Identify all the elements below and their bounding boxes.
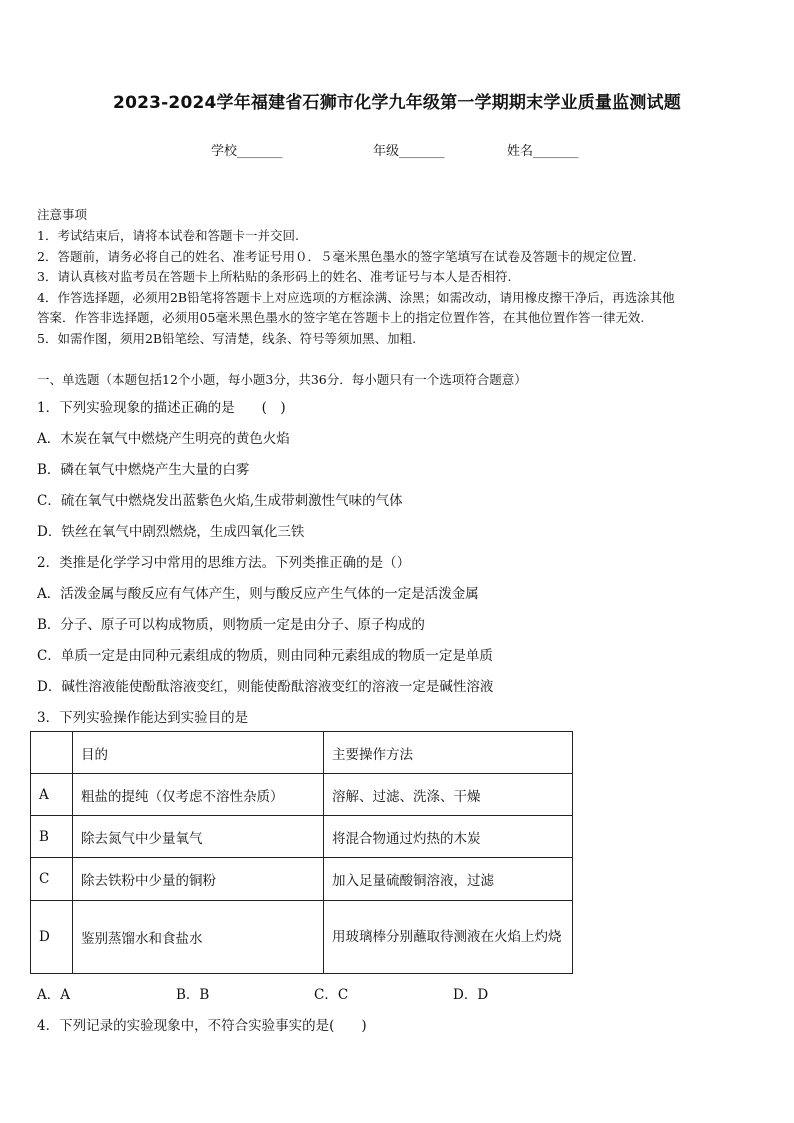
question-1-option-c: C．硫在氧气中燃烧发出蓝紫色火焰,生成带刺激性气味的气体	[37, 493, 403, 509]
note-line: 1．考试结束后，请将本试卷和答题卡一并交回.	[37, 228, 299, 243]
school-field: 学校_______	[211, 144, 283, 159]
grade-field: 年级_______	[373, 144, 445, 159]
table-cell: 除去铁粉中少量的铜粉	[73, 858, 324, 901]
question-3-answer-a: A．A	[37, 987, 70, 1003]
page-title: 2023-2024学年福建省石狮市化学九年级第一学期期末学业质量监测试题	[113, 93, 681, 113]
question-3-answer-d: D．D	[453, 987, 489, 1003]
question-1-stem: 1．下列实验现象的描述正确的是 ( )	[37, 400, 286, 416]
table-row	[31, 858, 573, 901]
question-1-option-b: B．磷在氧气中燃烧产生大量的白雾	[37, 462, 250, 478]
table-cell: 粗盐的提纯（仅考虑不溶性杂质）	[73, 774, 324, 816]
table-header-cell: 目的	[73, 732, 324, 774]
table-cell: 加入足量硫酸铜溶液，过滤	[324, 858, 573, 901]
note-line: 5．如需作图，须用2B铅笔绘、写清楚，线条、符号等须加黑、加粗.	[37, 331, 417, 346]
table-header-cell: 主要操作方法	[324, 732, 573, 774]
note-line: 2．答题前，请务必将自己的姓名、准考证号用０．５毫米黑色墨水的签字笔填写在试卷及答题卡的规定位置.	[37, 249, 637, 264]
question-2-option-c: C．单质一定是由同种元素组成的物质，则由同种元素组成的物质一定是单质	[37, 648, 493, 664]
question-1-option-a: A．木炭在氧气中燃烧产生明亮的黄色火焰	[37, 431, 290, 447]
table-cell: D	[31, 901, 73, 974]
question-3-table	[30, 731, 573, 974]
table-cell: 用玻璃棒分别蘸取待测液在火焰上灼烧	[324, 901, 573, 974]
name-field: 姓名_______	[507, 144, 579, 159]
notes-heading: 注意事项	[37, 207, 88, 222]
table-cell: C	[31, 858, 73, 901]
table-cell: 鉴别蒸馏水和食盐水	[73, 901, 324, 974]
table-row	[31, 774, 573, 816]
question-2-option-d: D．碱性溶液能使酚酞溶液变红，则能使酚酞溶液变红的溶液一定是碱性溶液	[37, 679, 494, 695]
section-heading: 一、单选题（本题包括12个小题，每小题3分，共36分．每小题只有一个选项符合题意）	[37, 372, 527, 387]
question-2-option-b: B．分子、原子可以构成物质，则物质一定是由分子、原子构成的	[37, 617, 425, 633]
note-line: 答案．作答非选择题，必须用05毫米黑色墨水的签字笔在答题卡上的指定位置作答，在其他位置作答一律无效.	[37, 310, 645, 325]
question-2-option-a: A．活泼金属与酸反应有气体产生，则与酸反应产生气体的一定是活泼金属	[37, 586, 479, 602]
table-header-cell	[31, 732, 73, 774]
table-row	[31, 816, 573, 858]
table-cell: 除去氮气中少量氧气	[73, 816, 324, 858]
question-3-answer-c: C．C	[314, 987, 349, 1003]
question-3-stem: 3．下列实验操作能达到实验目的是	[37, 710, 249, 726]
note-line: 4．作答选择题，必须用2B铅笔将答题卡上对应选项的方框涂满、涂黑；如需改动，请用橡皮擦干净后，再选涂其他	[37, 290, 675, 305]
table-cell: B	[31, 816, 73, 858]
table-cell: 将混合物通过灼热的木炭	[324, 816, 573, 858]
question-4-stem: 4．下列记录的实验现象中，不符合实验事实的是( )	[37, 1018, 367, 1034]
table-header-row	[31, 732, 573, 774]
table-cell: A	[31, 774, 73, 816]
question-2-stem: 2．类推是化学学习中常用的思维方法。下列类推正确的是（）	[37, 555, 411, 571]
table-row	[31, 901, 573, 974]
table-cell: 溶解、过滤、洗涤、干燥	[324, 774, 573, 816]
note-line: 3．请认真核对监考员在答题卡上所粘贴的条形码上的姓名、准考证号与本人是否相符.	[37, 269, 512, 284]
question-3-answer-b: B．B	[176, 987, 210, 1003]
question-1-option-d: D．铁丝在氧气中剧烈燃烧，生成四氧化三铁	[37, 524, 305, 540]
